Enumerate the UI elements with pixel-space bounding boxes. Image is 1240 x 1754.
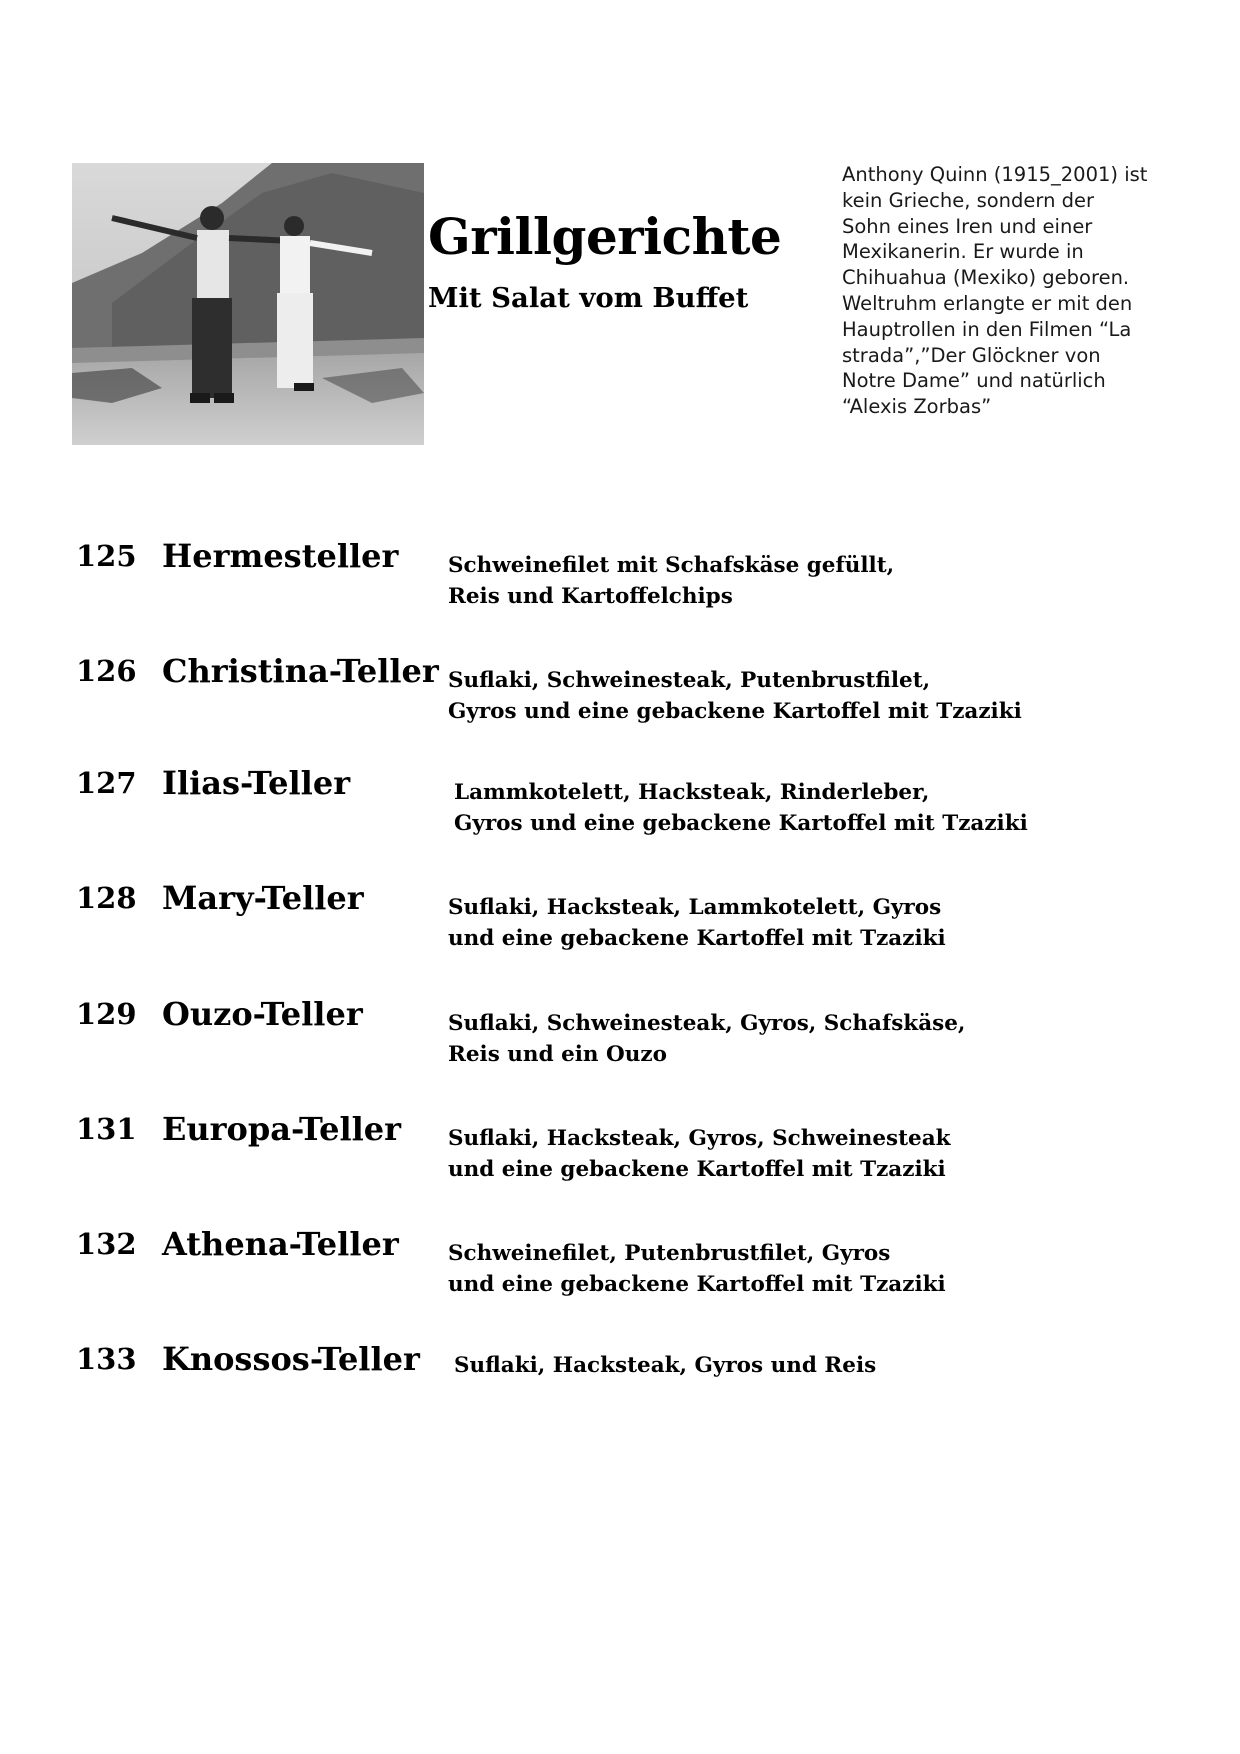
- caption-line: Mexikanerin. Er wurde in: [842, 240, 1084, 264]
- caption-line: Notre Dame” und natürlich: [842, 369, 1106, 393]
- menu-item-name: Ouzo-Teller: [162, 995, 363, 1033]
- menu-item-description: [448, 1008, 965, 1070]
- caption-line: Weltruhm erlangte er mit den: [842, 291, 1133, 315]
- menu-item-description-line: Gyros und eine gebackene Kartoffel mit Tzaziki: [454, 811, 1028, 836]
- menu-item-description: [448, 1123, 951, 1185]
- menu-item: [72, 1225, 1172, 1308]
- menu-item-description-line: und eine gebackene Kartoffel mit Tzaziki: [448, 926, 946, 951]
- photo-caption: [842, 162, 1172, 420]
- caption-line: kein Grieche, sondern der: [842, 188, 1095, 212]
- menu-item-description: [448, 1238, 946, 1300]
- menu-item-description-line: Schweinefilet, Putenbrustfilet, Gyros: [448, 1241, 891, 1266]
- menu-item: [72, 537, 1172, 620]
- menu-item-name: Ilias-Teller: [162, 764, 351, 802]
- menu-item-description: [448, 665, 1022, 727]
- menu-item-description-line: Suflaki, Hacksteak, Lammkotelett, Gyros: [448, 895, 942, 920]
- menu-item: [72, 764, 1172, 847]
- menu-item-description: [454, 777, 1028, 839]
- caption-line: Hauptrollen in den Filmen “La: [842, 317, 1132, 341]
- menu-item-description: [448, 550, 894, 612]
- caption-line: Sohn eines Iren und einer: [842, 214, 1093, 238]
- menu-item-name: Athena-Teller: [162, 1225, 399, 1263]
- beach-dance-photo-icon: [72, 163, 424, 445]
- caption-line: strada”,”Der Glöckner von: [842, 343, 1101, 367]
- menu-item-description-line: Suflaki, Schweinesteak, Putenbrustfilet,: [448, 668, 931, 693]
- caption-line: “Alexis Zorbas”: [842, 395, 992, 419]
- menu-item-description-line: Reis und Kartoffelchips: [448, 584, 733, 609]
- menu-item: [72, 995, 1172, 1078]
- menu-item: [72, 1110, 1172, 1193]
- menu-item-description-line: und eine gebackene Kartoffel mit Tzaziki: [448, 1157, 946, 1182]
- menu-item-description-line: Schweinefilet mit Schafskäse gefüllt,: [448, 553, 895, 578]
- menu-item-number: 126: [76, 654, 137, 688]
- menu-item-number: 128: [76, 881, 137, 915]
- menu-item-description-line: Suflaki, Hacksteak, Gyros und Reis: [454, 1353, 877, 1378]
- menu-item: [72, 879, 1172, 962]
- menu-item-description-line: Lammkotelett, Hacksteak, Rinderleber,: [454, 780, 930, 805]
- menu-item-number: 125: [76, 539, 137, 573]
- menu-item-number: 131: [76, 1112, 137, 1146]
- menu-item-number: 133: [76, 1342, 137, 1376]
- menu-item-description-line: Gyros und eine gebackene Kartoffel mit Tzaziki: [448, 699, 1022, 724]
- menu-item-name: Hermesteller: [162, 537, 399, 575]
- header-photo: [72, 163, 424, 445]
- menu-item-name: Europa-Teller: [162, 1110, 401, 1148]
- caption-line: Chihuahua (Mexiko) geboren.: [842, 266, 1130, 290]
- menu-item-description: [454, 1350, 876, 1381]
- menu-item-number: 129: [76, 997, 137, 1031]
- menu-item-description-line: Suflaki, Schweinesteak, Gyros, Schafskäse,: [448, 1011, 966, 1036]
- menu-item-number: 132: [76, 1227, 137, 1261]
- page-subtitle: Mit Salat vom Buffet: [428, 282, 749, 314]
- menu-item-description: [448, 892, 946, 954]
- menu-item-description-line: und eine gebackene Kartoffel mit Tzaziki: [448, 1272, 946, 1297]
- menu-item-number: 127: [76, 766, 137, 800]
- caption-line: Anthony Quinn (1915_2001) ist: [842, 163, 1148, 186]
- menu-item-description-line: Reis und ein Ouzo: [448, 1042, 667, 1067]
- menu-item: [72, 652, 1172, 735]
- page-title: Grillgerichte: [428, 207, 782, 266]
- menu-item-description-line: Suflaki, Hacksteak, Gyros, Schweinesteak: [448, 1126, 951, 1151]
- menu-item-name: Mary-Teller: [162, 879, 364, 917]
- menu-item-name: Christina-Teller: [162, 652, 439, 690]
- menu-item-name: Knossos-Teller: [162, 1340, 420, 1378]
- menu-item: [72, 1340, 1172, 1423]
